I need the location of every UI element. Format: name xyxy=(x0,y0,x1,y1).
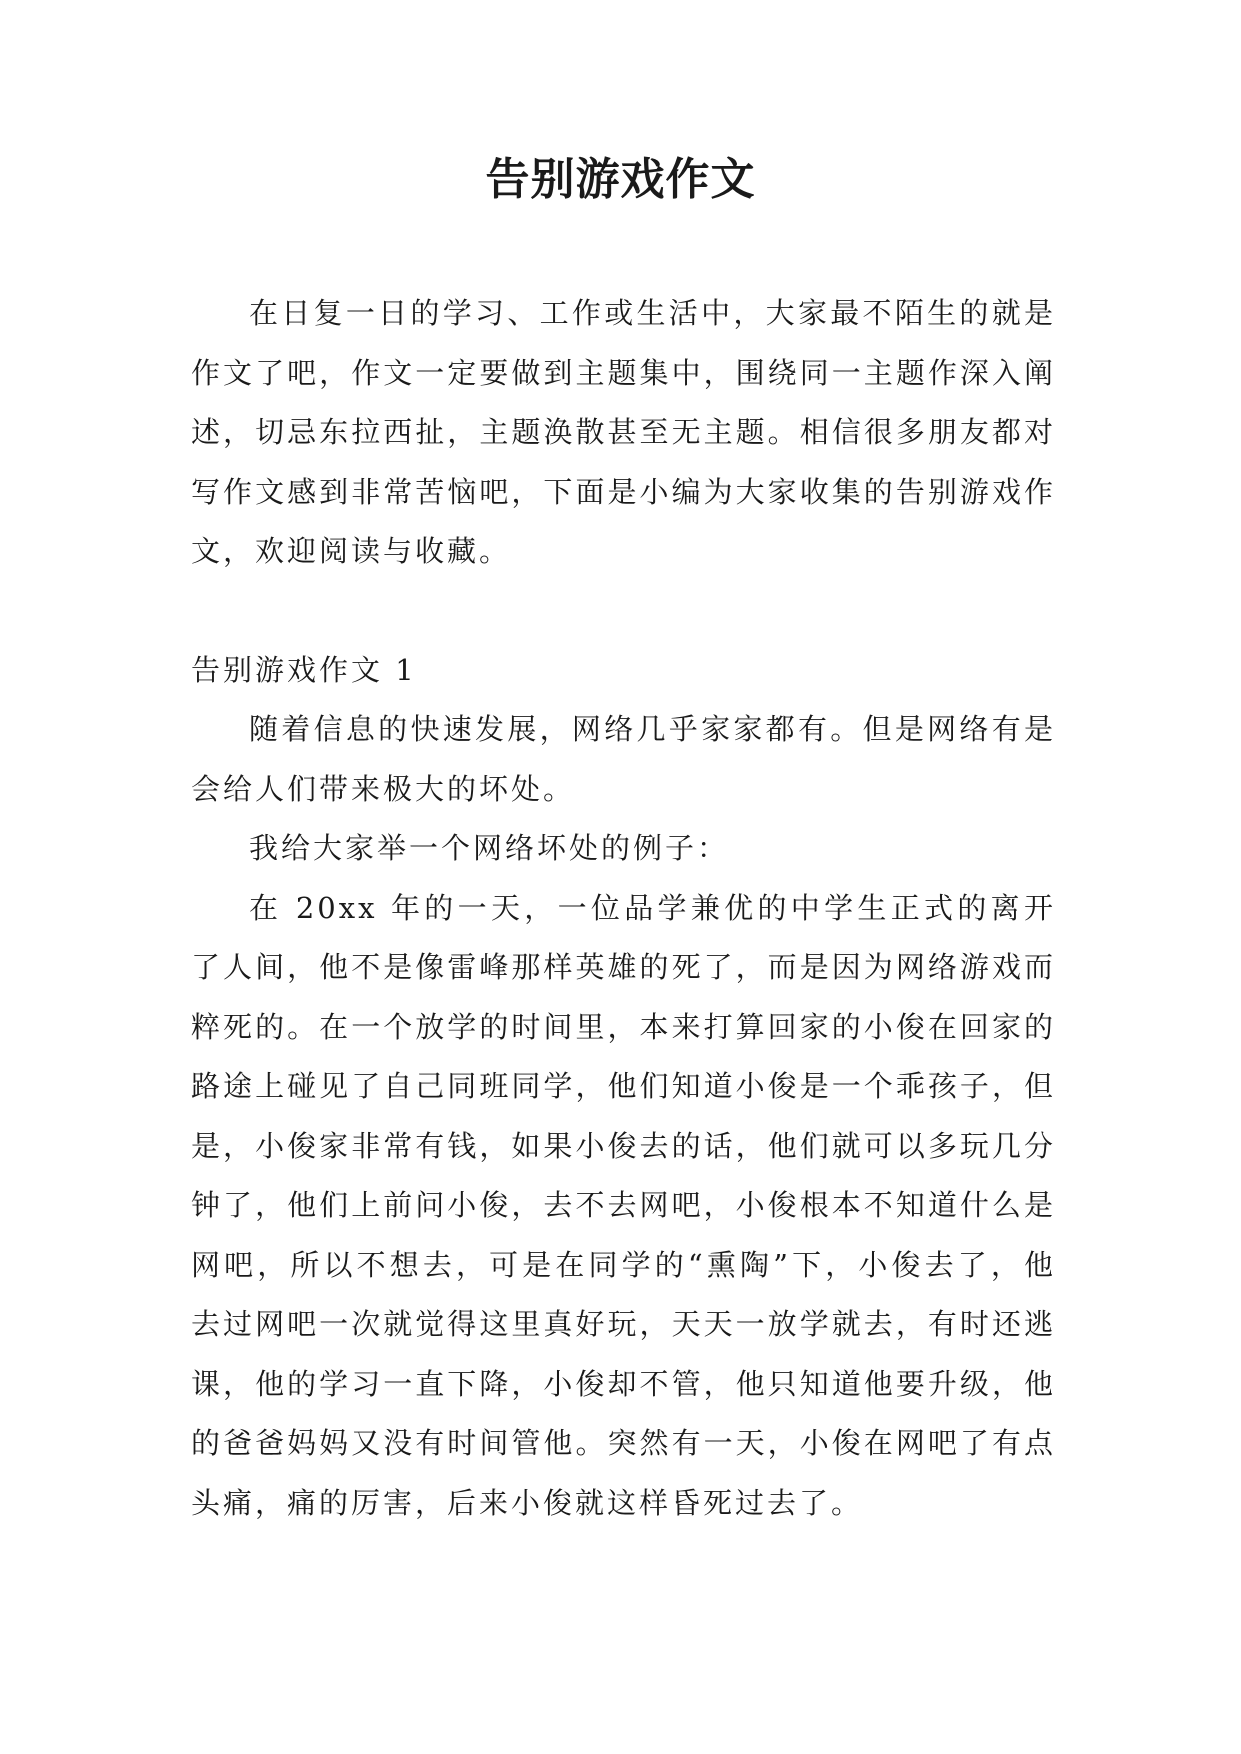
intro-paragraph: 在日复一日的学习、工作或生活中，大家最不陌生的就是作文了吧，作文一定要做到主题集中，围绕同一主题作深入阐述，切忌东拉西扯，主题涣散甚至无主题。相信很多朋友都对写作文感到非常苦恼吧，下面是小编为大家收集的告别游戏作文，欢迎阅读与收藏。 xyxy=(191,296,1056,568)
body-paragraph-1: 随着信息的快速发展，网络几乎家家都有。但是网络有是会给人们带来极大的坏处。 xyxy=(191,712,1056,806)
document-body xyxy=(191,284,1056,1533)
body-paragraph-2: 我给大家举一个网络坏处的例子： xyxy=(249,831,730,865)
body-paragraph-3: 在 20xx 年的一天，一位品学兼优的中学生正式的离开了人间，他不是像雷峰那样英雄的死了，而是因为网络游戏而粹死的。在一个放学的时间里，本来打算回家的小俊在回家的路途上碰见了自己同班同学，他们知道小俊是一个乖孩子，但是，小俊家非常有钱，如果小俊去的话，他们就可以多玩几分钟了，他们上前问小俊，去不去网吧，小俊根本不知道什么是网吧，所以不想去，可是在同学的“熏陶”下，小俊去了，他去过网吧一次就觉得这里真好玩，天天一放学就去，有时还逃课，他的学习一直下降，小俊却不管，他只知道他要升级，他的爸爸妈妈又没有时间管他。突然有一天，小俊在网吧了有点头痛，痛的厉害，后来小俊就这样昏死过去了。 xyxy=(191,890,1056,1520)
paragraph-spacer xyxy=(191,582,1056,641)
section-heading: 告别游戏作文 1 xyxy=(191,652,417,687)
document-title: 告别游戏作文 xyxy=(485,154,756,205)
